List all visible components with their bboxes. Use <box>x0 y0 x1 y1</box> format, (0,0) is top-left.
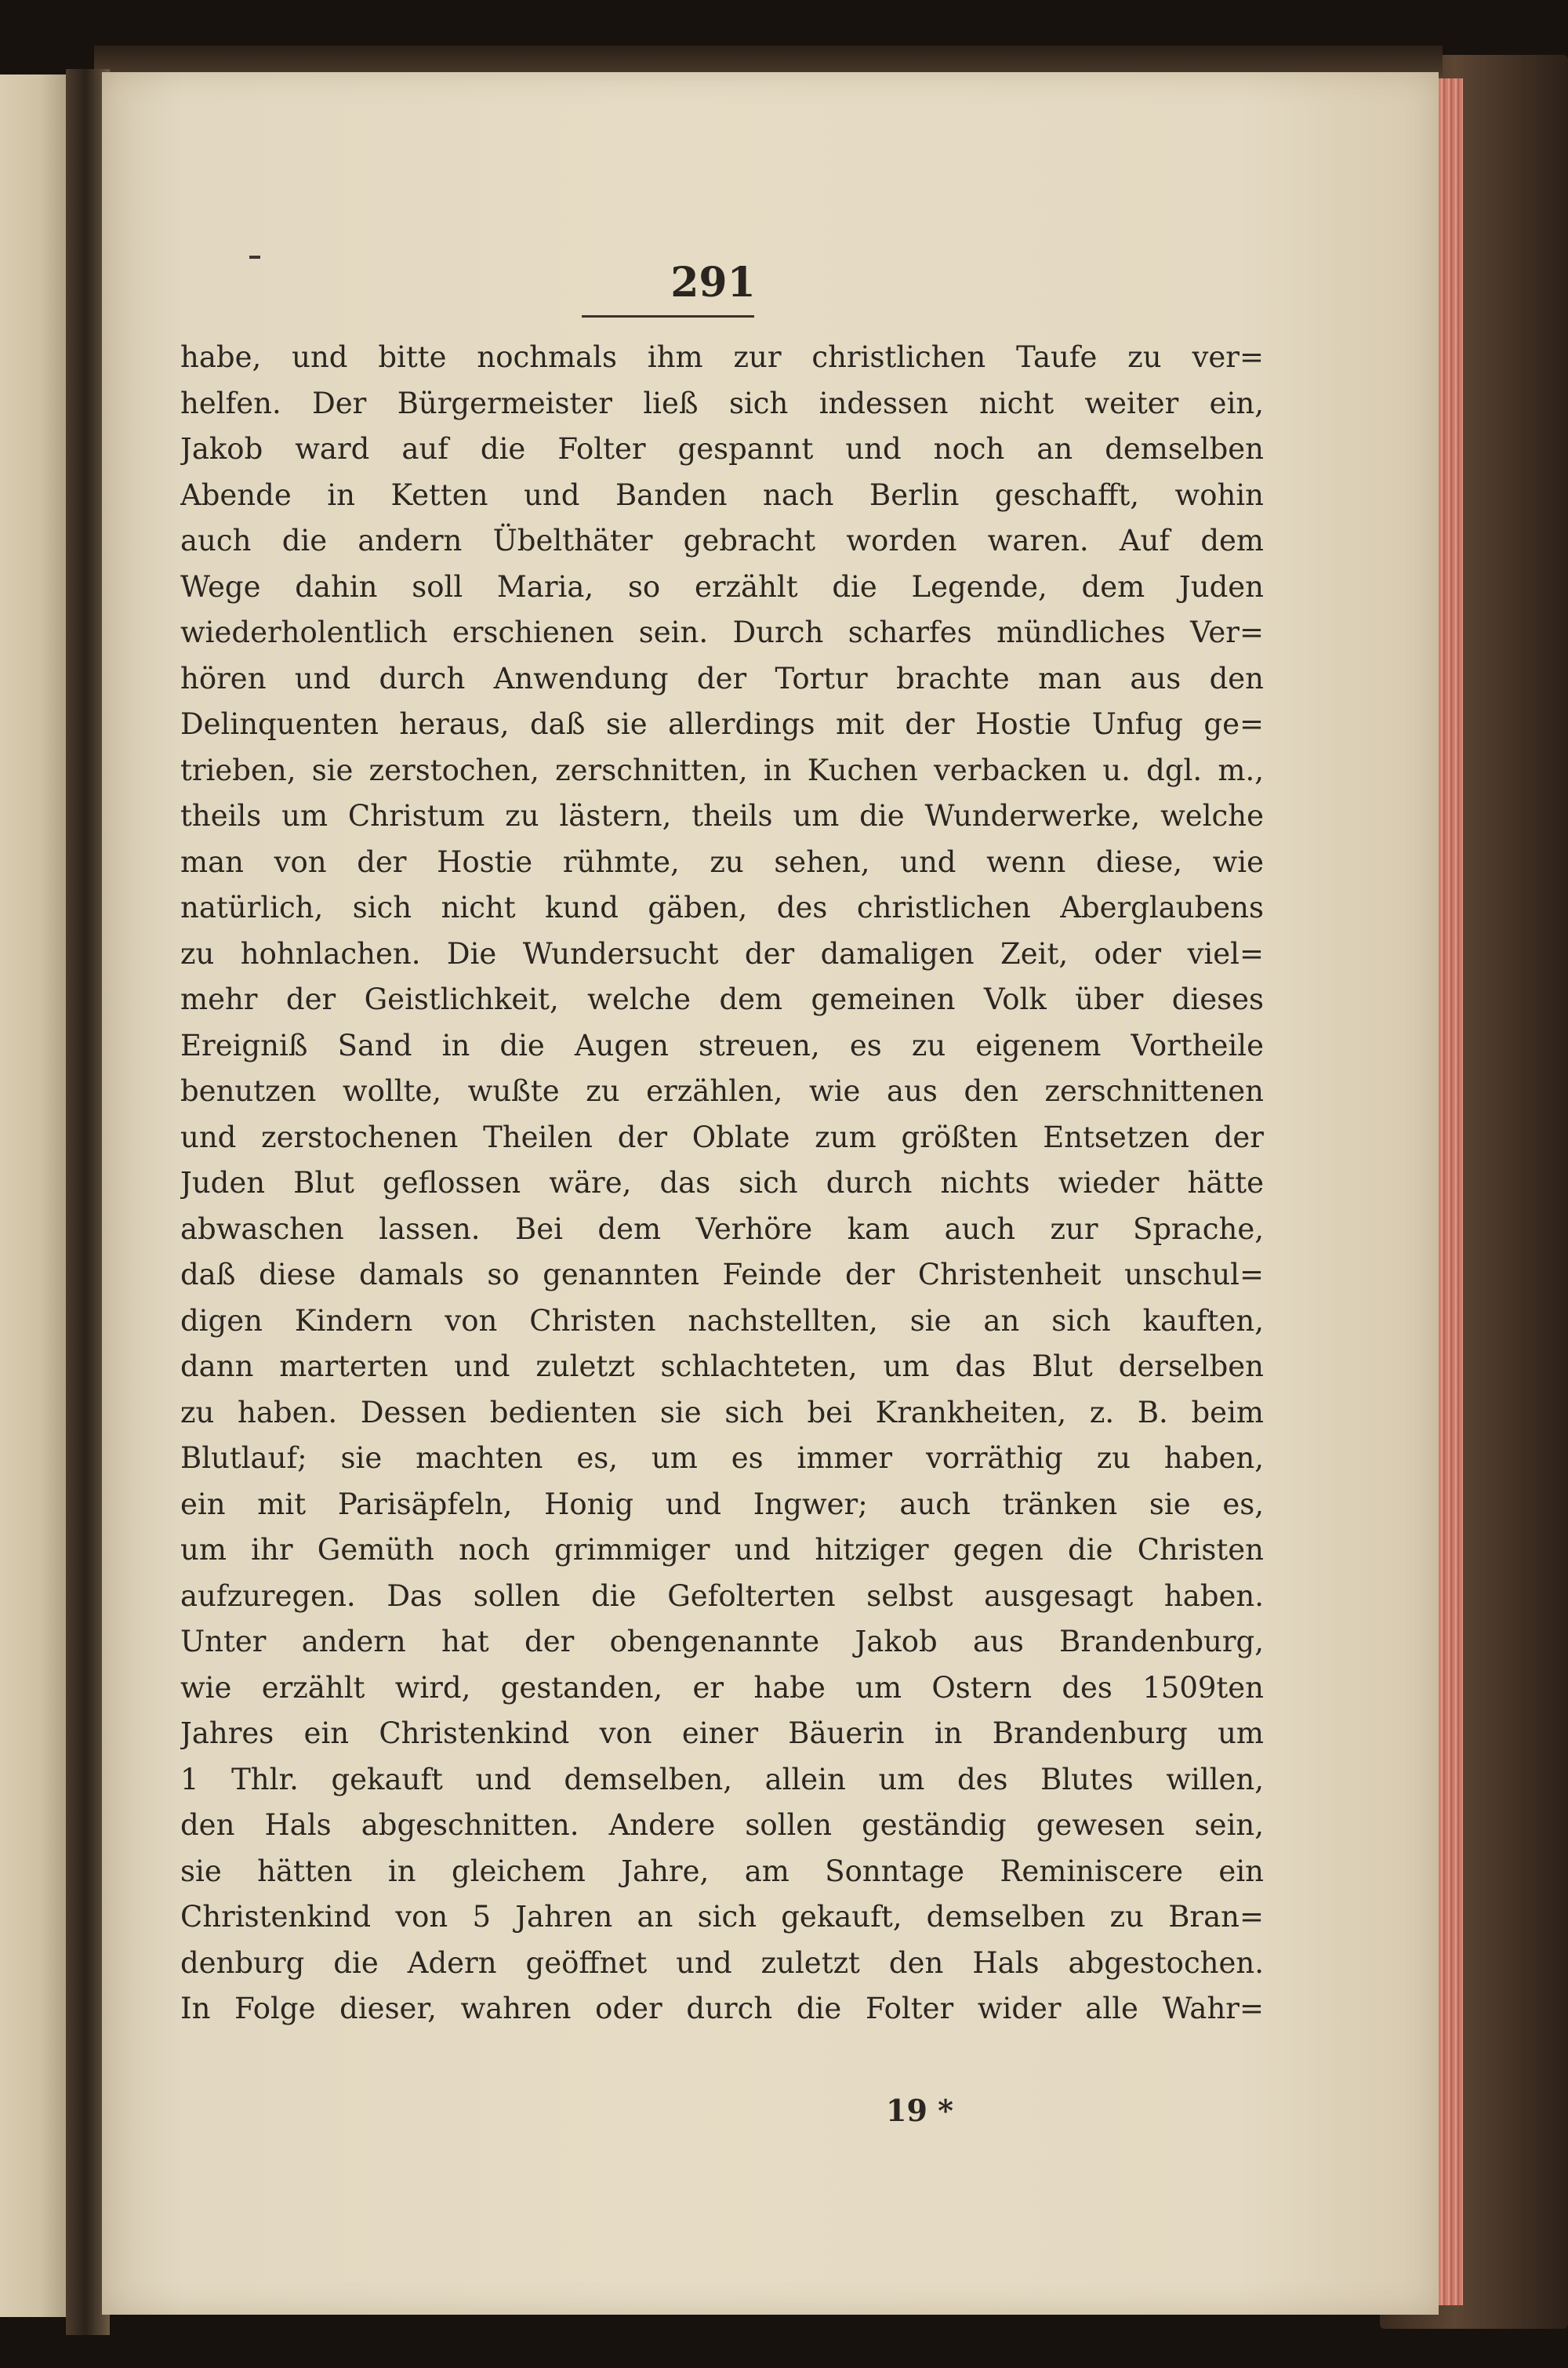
text-line: Abende in Ketten und Banden nach Berlin geschafft, wohin <box>180 478 1264 512</box>
text-line: Jahres ein Christenkind von einer Bäuerin in Brandenburg um <box>180 1716 1264 1750</box>
text-line: theils um Christum zu lästern, theils um die Wunderwerke, welche <box>180 799 1264 833</box>
text-line: zu haben. Dessen bedienten sie sich bei Krankheiten, z. B. beim <box>180 1395 1264 1429</box>
text-line: Delinquenten heraus, daß sie allerdings mit der Hostie Unfug ge= <box>180 707 1264 741</box>
signature-mark: 19 * <box>886 2093 953 2128</box>
text-line: mehr der Geistlichkeit, welche dem gemeinen Volk über dieses <box>180 982 1264 1016</box>
text-line: Ereigniß Sand in die Augen streuen, es zu eigenem Vortheile <box>180 1028 1264 1062</box>
text-line: auch die andern Übelthäter gebracht worden waren. Auf dem <box>180 524 1264 557</box>
text-line: Wege dahin soll Maria, so erzählt die Legende, dem Juden <box>180 569 1264 604</box>
text-line: den Hals abgeschnitten. Andere sollen geständig gewesen sein, <box>180 1808 1264 1842</box>
text-line: sie hätten in gleichem Jahre, am Sonntage Reminiscere ein <box>180 1854 1264 1888</box>
text-line: 1 Thlr. gekauft und demselben, allein um des Blutes willen, <box>180 1762 1264 1796</box>
text-line: Unter andern hat der obengenannte Jakob aus Brandenburg, <box>180 1625 1264 1658</box>
text-line: Christenkind von 5 Jahren an sich gekauft, demselben zu Bran= <box>180 1900 1264 1934</box>
text-line: dann marterten und zuletzt schlachteten, um das Blut derselben <box>180 1349 1264 1383</box>
text-line: ein mit Parisäpfeln, Honig und Ingwer; auch tränken sie es, <box>180 1487 1264 1521</box>
text-line: wie erzählt wird, gestanden, er habe um Ostern des 1509ten <box>180 1670 1264 1705</box>
text-line: digen Kindern von Christen nachstellten, sie an sich kauften, <box>180 1303 1264 1338</box>
text-line: benutzen wollte, wußte zu erzählen, wie aus den zerschnittenen <box>180 1074 1264 1108</box>
text-line: abwaschen lassen. Bei dem Verhöre kam auch zur Sprache, <box>180 1211 1264 1246</box>
text-line: hören und durch Anwendung der Tortur brachte man aus den <box>180 661 1264 696</box>
text-line: habe, und bitte nochmals ihm zur christlichen Taufe zu ver= <box>180 340 1264 374</box>
text-line: aufzuregen. Das sollen die Gefolterten selbst ausgesagt haben. <box>180 1578 1264 1613</box>
page-number: 291 <box>670 259 756 307</box>
text-line: Jakob ward auf die Folter gespannt und noch an demselben <box>180 432 1264 466</box>
book-page <box>102 72 1439 2315</box>
text-line: daß diese damals so genannten Feinde der Christenheit unschul= <box>180 1258 1264 1291</box>
text-line: man von der Hostie rühmte, zu sehen, und wenn diese, wie <box>180 844 1264 879</box>
text-line: denburg die Adern geöffnet und zuletzt den Hals abgestochen. <box>180 1945 1264 1980</box>
text-line: natürlich, sich nicht kund gäben, des christlichen Aberglaubens <box>180 891 1264 924</box>
facing-page-edge <box>0 74 72 2317</box>
text-line: wiederholentlich erschienen sein. Durch scharfes mündliches Ver= <box>180 616 1264 649</box>
header-rule <box>582 315 754 318</box>
text-line: zu hohnlachen. Die Wundersucht der damaligen Zeit, oder viel= <box>180 936 1264 971</box>
text-line: Blutlauf; sie machten es, um es immer vorräthig zu haben, <box>180 1441 1264 1475</box>
text-line: um ihr Gemüth noch grimmiger und hitziger gegen die Christen <box>180 1533 1264 1567</box>
text-line: trieben, sie zerstochen, zerschnitten, in Kuchen verbacken u. dgl. m., <box>180 753 1264 787</box>
body-text <box>180 335 1264 2032</box>
text-line: In Folge dieser, wahren oder durch die Folter wider alle Wahr= <box>180 1992 1264 2025</box>
text-line: und zerstochenen Theilen der Oblate zum größten Entsetzen der <box>180 1120 1264 1154</box>
text-line: helfen. Der Bürgermeister ließ sich indessen nicht weiter ein, <box>180 386 1264 420</box>
text-line: Juden Blut geflossen wäre, das sich durch nichts wieder hätte <box>180 1166 1264 1200</box>
